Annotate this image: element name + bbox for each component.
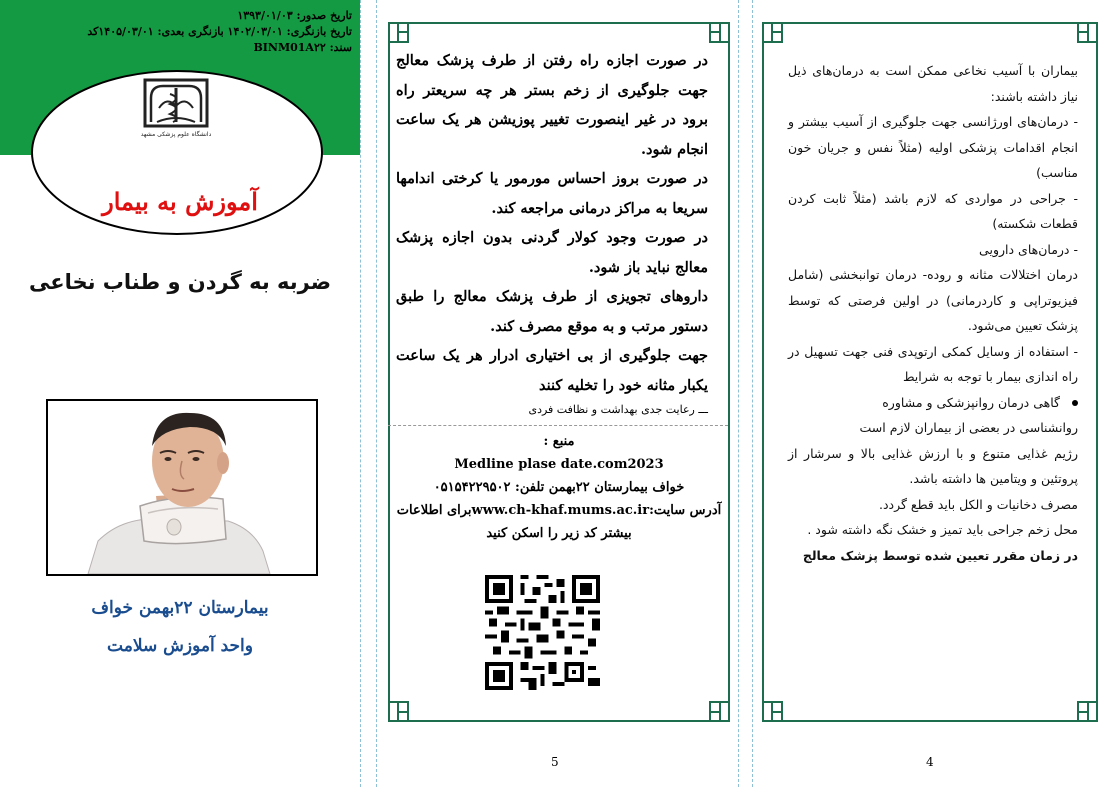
bullet-item xyxy=(788,390,1078,416)
care-paragraph: داروهای تجویزی از طرف پزشک معالج را طبق دستور مرتب و به موقع مصرف کند. xyxy=(396,288,708,335)
advice-line: محل زخم جراحی باید تمیز و خشک نگه داشته شود . xyxy=(807,522,1078,537)
issue-date: تاریخ صدور: ۱۳۹۳/۰۱/۰۳ xyxy=(237,9,352,22)
treatment-intro: بیماران با آسیب نخاعی ممکن است به درمان‌های ذیل نیاز داشته باشند: xyxy=(788,63,1078,104)
treatment-item: - استفاده از وسایل کمکی ارتوپدی فنی جهت تسهیل در راه اندازی بیمار با توجه به شرایط xyxy=(788,343,1078,384)
scan-instruction: بیشتر کد زیر را اسکن کنید xyxy=(486,526,632,541)
source-value: Medline plase date.com2023 xyxy=(454,457,664,472)
closing-line: در زمان مقرر تعیین شده توسط پزشک معالج xyxy=(802,547,1078,563)
fold-line xyxy=(738,0,739,787)
patient-photo xyxy=(46,399,318,576)
page4-text xyxy=(788,58,1078,568)
section-divider xyxy=(388,425,728,426)
care-paragraph: در صورت وجود کولار گردنی بدون اجازه پزشک معالج نباید باز شود. xyxy=(396,229,708,276)
fold-line xyxy=(752,0,753,787)
education-unit: واحد آموزش سلامت xyxy=(107,636,253,656)
document-code: سند: BINM01A۲۲ xyxy=(253,41,352,54)
university-logo xyxy=(137,78,215,140)
website-line: آدرس سایت:www.ch-khaf.mums.ac.irبرای اطلاعات xyxy=(396,503,722,518)
bullet-icon xyxy=(1072,400,1078,406)
treatment-item: - درمان‌های دارویی xyxy=(979,241,1078,257)
advice-line: روانشناسی در بعضی از بیماران لازم است xyxy=(859,420,1078,435)
cover-panel xyxy=(0,0,360,787)
treatment-item: درمان اختلالات مثانه و روده- درمان توانبخشی (شامل فیزیوتراپی و کاردرمانی) در اولین فرصتی که توسط پزشک تعیین می‌شود. xyxy=(788,267,1078,333)
care-paragraph: در صورت بروز احساس مورمور یا کرختی اندامها سریعا به مراکز درمانی مراجعه کند. xyxy=(396,170,708,217)
advice-line: مصرف دخانیات و الکل باید قطع گردد. xyxy=(878,496,1078,512)
page5-text xyxy=(396,46,708,420)
corner-ornament-icon xyxy=(388,682,428,722)
oval-title: آموزش به بیمار xyxy=(102,187,258,216)
care-paragraph: در صورت اجازه راه رفتن از طرف پزشک معالج جهت جلوگیری از زخم بستر هر چه سریعتر راه برود در غیر اینصورت تغییر پوزیشن هر یک ساعت انجام شود. xyxy=(396,52,708,158)
treatment-item: - درمان‌های اورژانسی جهت جلوگیری از آسیب بیشتر و انجام اقدامات پزشکی اولیه (مثلاً نفس و جریان خون مناسب) xyxy=(788,114,1078,180)
corner-ornament-icon xyxy=(1058,22,1098,62)
phone-line: خواف بیمارستان ۲۲بهمن تلفن: ۰۵۱۵۴۲۲۹۵۰۲ xyxy=(433,480,685,495)
qr-code[interactable] xyxy=(471,575,614,690)
advice-line: رژیم غذایی متنوع و با ارزش غذایی بالا و سرشار از پروتئین و ویتامین ها داشته باشد. xyxy=(788,445,1078,486)
bullet-text: گاهی درمان روانپزشکی و مشاوره xyxy=(882,394,1060,410)
hospital-name: بیمارستان ۲۲بهمن خواف xyxy=(91,598,269,618)
corner-ornament-icon xyxy=(762,682,802,722)
fold-line xyxy=(376,0,377,787)
fold-line xyxy=(360,0,361,787)
page-number: 5 xyxy=(551,755,559,769)
source-block xyxy=(396,430,722,545)
hygiene-note: ـــ رعایت جدی بهداشت و نظافت فردی xyxy=(528,403,708,416)
source-label: منبع : xyxy=(543,434,575,449)
page-number: 4 xyxy=(926,755,934,769)
logo-caption: دانشگاه علوم پزشکی مشهد xyxy=(140,131,212,138)
corner-ornament-icon xyxy=(1058,682,1098,722)
subject-title: ضربه به گردن و طناب نخاعی xyxy=(28,270,332,294)
corner-ornament-icon xyxy=(690,682,730,722)
review-date: تاریخ بازنگری: ۱۴۰۲/۰۳/۰۱ بازنگری بعدی: ۱۴۰۵/۰۳/۰۱کد xyxy=(87,25,352,38)
corner-ornament-icon xyxy=(762,22,802,62)
cervical-collar-illustration xyxy=(48,401,316,574)
treatment-item: - جراحی در مواردی که لازم باشد (مثلاً ثابت کردن قطعات شکسته) xyxy=(788,190,1078,231)
document-meta xyxy=(87,8,352,56)
care-paragraph: جهت جلوگیری از بی اختیاری ادرار هر یک ساعت یکبار مثانه خود را تخلیه کنند xyxy=(396,347,708,394)
